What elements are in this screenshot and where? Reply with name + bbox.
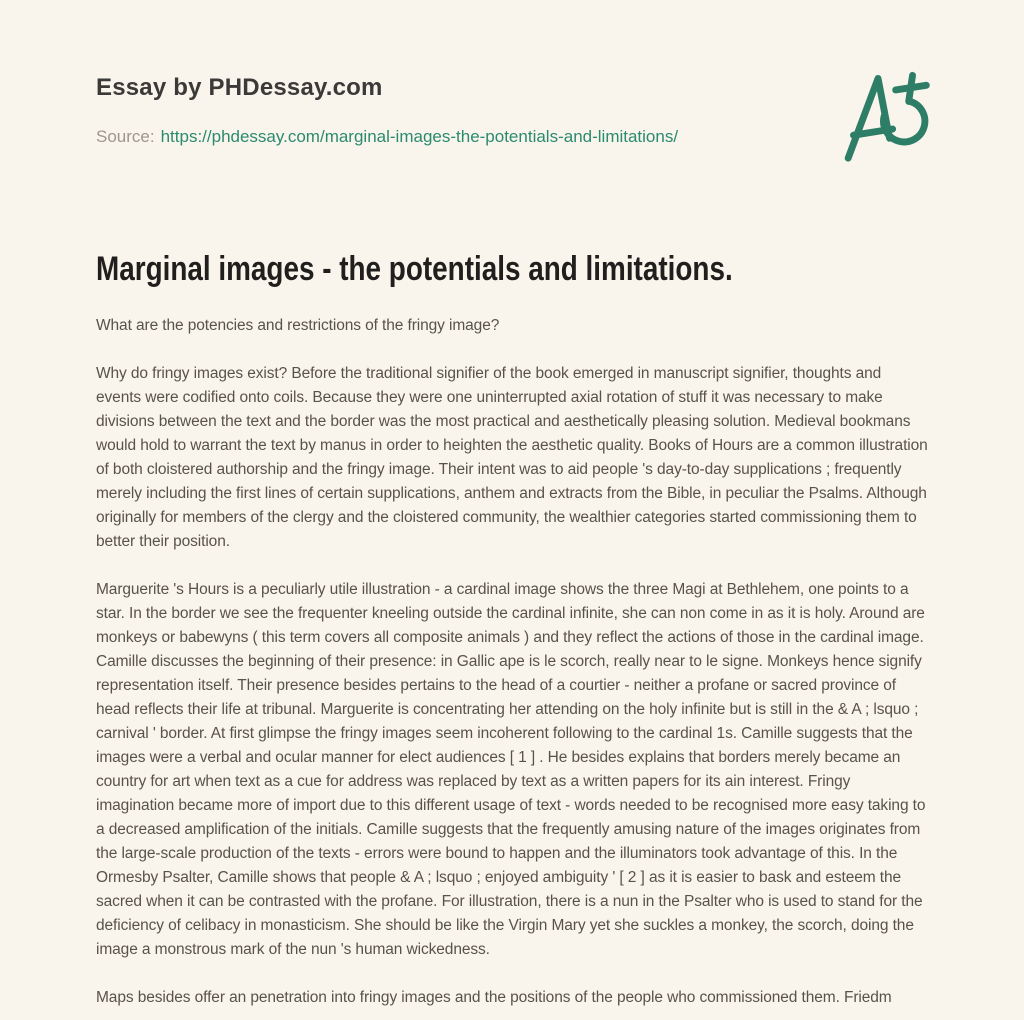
essay-subtitle: What are the potencies and restrictions of the fringy image?: [96, 317, 500, 334]
page-header: [96, 74, 928, 166]
source-url-link[interactable]: https://phdessay.com/marginal-images-the-potentials-and-limitations/: [160, 127, 679, 146]
essay-paragraph-2: Marguerite 's Hours is a peculiarly utile illustration - a cardinal image shows the three Magi at Bethlehem, one points to a star. In the border we see the frequenter kneeling outside the cardinal infinite, she can non come in as it is holy. Around are monkeys or babewyns ( this term covers all composite animals ) and they reflect the actions of those in the cardinal image. Camille discusses the beginning of their presence: in Gallic ape is le scorch, really near to le signe. Monkeys hence signify representation itself. Their presence besides pertains to the head of a courtier - neither a profane or sacred province of head reflects their life at tribunal. Marguerite is concentrating her attending on the holy infinite but is still in the & A ; lsquo ; carnival ' border. At first glimpse the fringy images seem incoherent following to the cardinal 1s. Camille suggests that the images were a verbal and ocular manner for elect audiences [ 1 ] . He besides explains that borders merely became an country for art when text as a cue for address was replaced by text as a written papers for its ain interest. Fringy imagination became more of import due to this different usage of text - words needed to be recognised more easy taking to a decreased amplification of the initials. Camille suggests that the frequently amusing nature of the images originates from the large-scale production of the texts - errors were bound to happen and the illuminators took advantage of this. In the Ormesby Psalter, Camille shows that people & A ; lsquo ; enjoyed ambiguity ' [ 2 ] as it is easier to bask and esteem the sacred when it can be contrasted with the profane. For illustration, there is a nun in the Psalter who is used to stand for the deficiency of celibacy in monasticism. She should be like the Virgin Mary yet she suckles a monkey, the scorch, doing the image a monstrous mark of the nun 's human wickedness.: [96, 581, 926, 958]
essay-paragraph-1: Why do fringy images exist? Before the traditional signifier of the book emerged in manuscript signifier, thoughts and events were codified onto coils. Because they were one uninterrupted axial rotation of stuff it was necessary to make divisions between the text and the border was the most practical and aesthetically pleasing solution. Medieval bookmans would hold to warrant the text by manus in order to heighten the aesthetic quality. Books of Hours are a common illustration of both cloistered authorship and the fringy image. Their intent was to aid people 's day-to-day supplications ; frequently merely including the first lines of certain supplications, anthem and extracts from the Bible, in peculiar the Psalms. Although originally for members of the clergy and the cloistered community, the wealthier categories started commissioning them to better their position.: [96, 365, 928, 550]
source-label: Source:: [96, 127, 155, 146]
phdessay-a-plus-logo-icon: [842, 66, 934, 166]
a-plus-logo-svg: [842, 66, 934, 166]
byline: Essay by PHDessay.com: [96, 74, 383, 101]
header-text-block: [96, 74, 678, 147]
essay-title: Marginal images - the potentials and limitations.: [96, 250, 733, 288]
source-line: [96, 126, 678, 147]
essay-paragraph-3: Maps besides offer an penetration into fringy images and the positions of the people who commissioned them. Friedm: [96, 989, 892, 1006]
